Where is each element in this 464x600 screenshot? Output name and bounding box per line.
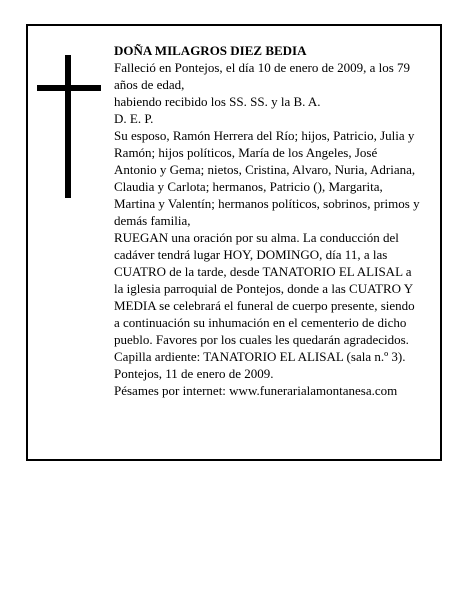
cross-horizontal-bar — [37, 85, 101, 91]
sacraments-line: habiendo recibido los SS. SS. y la B. A. — [114, 94, 321, 109]
death-line: Falleció en Pontejos, el día 10 de enero de 2009, a los 79 años de edad, — [114, 60, 411, 92]
cross-icon — [37, 55, 101, 198]
request-paragraph: RUEGAN una oración por su alma. La conducción del cadáver tendrá lugar HOY, DOMINGO, día 11, a las CUATRO de la tarde, desde TANATORIO EL ALISAL a la iglesia parroquial de Pontejos, donde a las CUATRO Y MEDIA se celebrará el funeral de cuerpo presente, siendo a continuación su inhumación en el cementerio de dicho pueblo. Favores por los cuales les quedarán agradecidos. Capilla ardiente: TANATORIO EL ALISAL (sala n.º 3). — [114, 230, 415, 364]
obituary-text — [114, 42, 420, 399]
obituary-notice — [26, 24, 442, 461]
condolences-line: Pésames por internet: www.funerarialamontanesa.com — [114, 383, 398, 398]
family-paragraph: Su esposo, Ramón Herrera del Río; hijos, Patricio, Julia y Ramón; hijos políticos, María de los Angeles, José Antonio y Gema; nietos, Cristina, Alvaro, Nuria, Adriana, Claudia y Carlota; hermanos, Patricio (), Margarita, Martina y Valentín; hermanos políticos, sobrinos, primos y demás familia, — [114, 128, 420, 228]
cross-vertical-bar — [65, 55, 71, 198]
date-line: Pontejos, 11 de enero de 2009. — [114, 366, 274, 381]
deceased-name: DOÑA MILAGROS DIEZ BEDIA — [114, 43, 307, 58]
dep-line: D. E. P. — [114, 111, 154, 126]
